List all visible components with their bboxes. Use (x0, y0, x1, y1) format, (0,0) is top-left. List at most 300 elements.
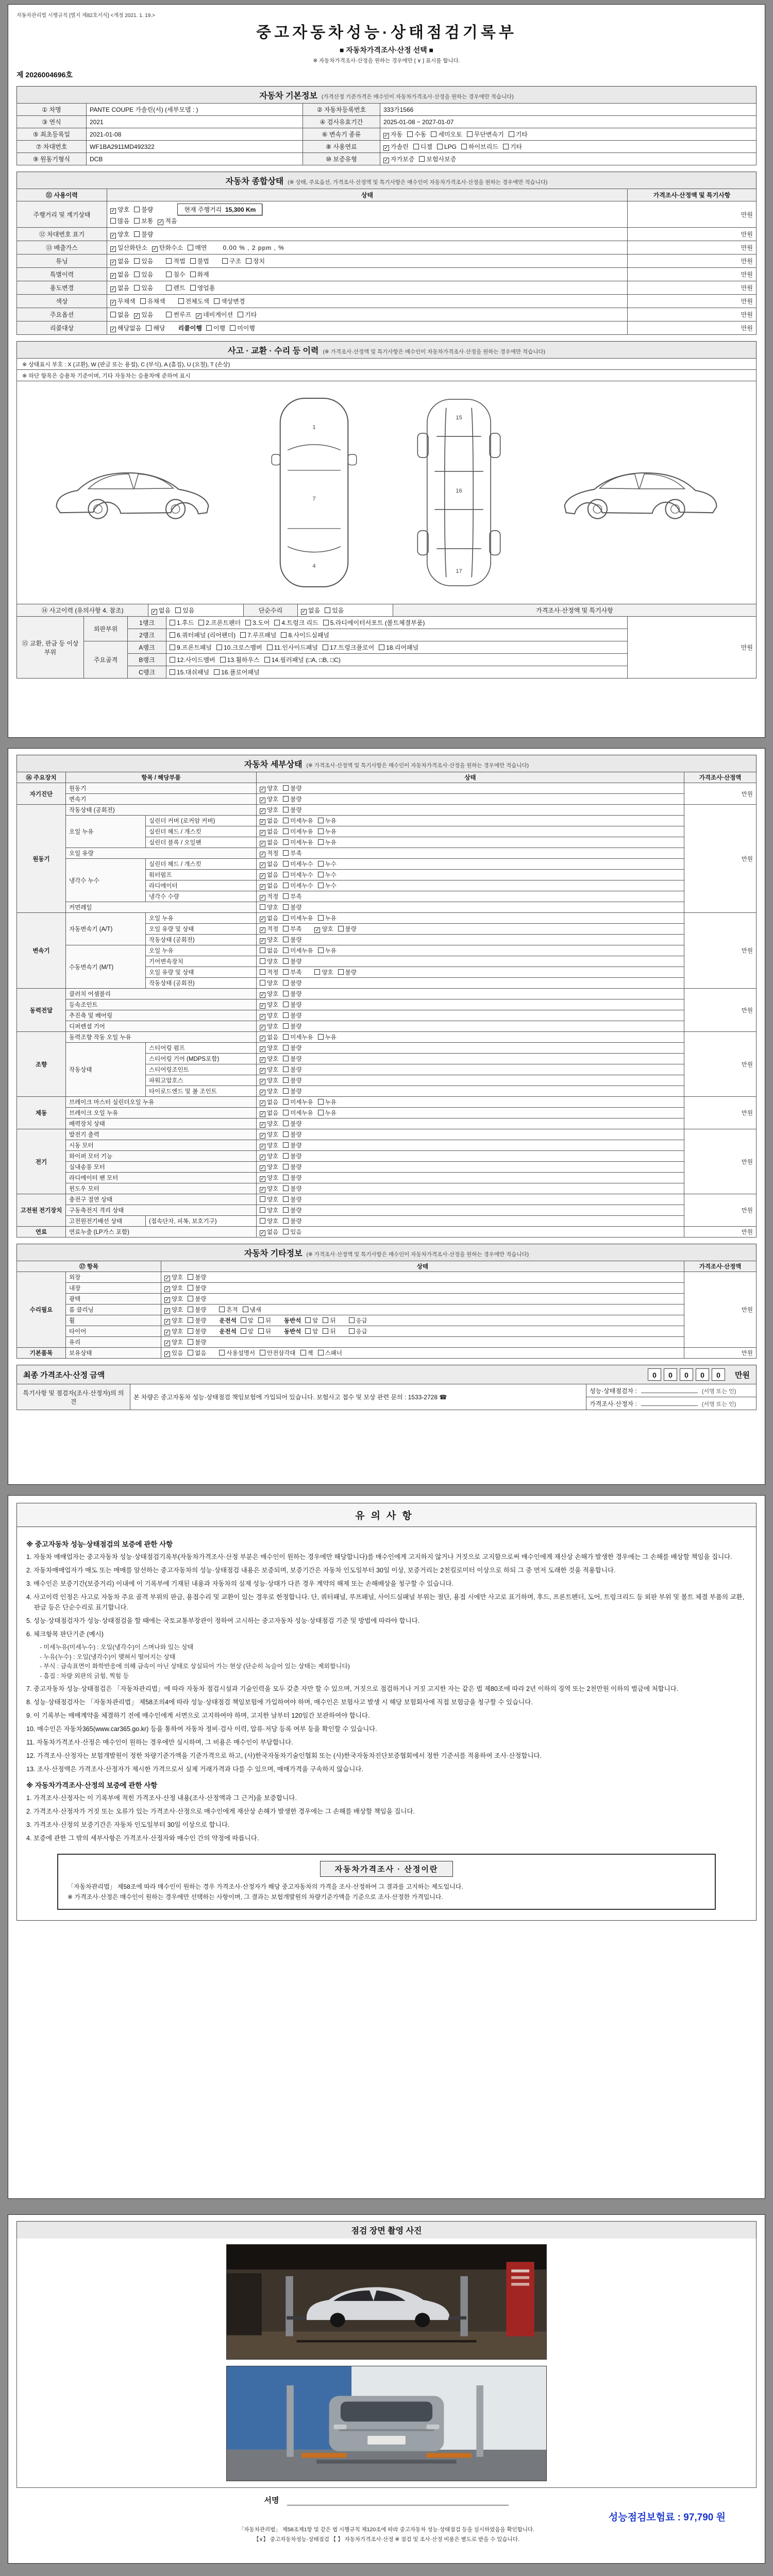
checkbox-14.필러패널 (□A, □B, □C)[interactable]: 14.필러패널 (□A, □B, □C) (264, 655, 341, 664)
checkbox-있음[interactable]: 있음 (175, 606, 194, 615)
check-state (257, 1173, 684, 1183)
checkbox-없음[interactable]: ✓ 없음 (260, 840, 279, 846)
checkbox-16.플로어패널[interactable]: 16.플로어패널 (214, 668, 260, 676)
checkbox-양호[interactable]: ✓ 양호 (260, 1013, 279, 1020)
checkbox-있음[interactable]: 있음 (134, 270, 153, 279)
checkbox-무채색[interactable]: ✓ 무채색 (111, 298, 136, 306)
checkbox-누유[interactable]: 누유 (318, 838, 337, 846)
checkbox-불량[interactable]: 불량 (283, 1022, 301, 1030)
checkbox-침수[interactable]: 침수 (166, 270, 185, 279)
check-state (257, 1162, 684, 1173)
checkbox-있음[interactable]: 있음 (134, 257, 153, 265)
checkbox-box-icon (338, 926, 344, 931)
checkbox-가솔린[interactable]: ✓ 가솔린 (384, 143, 409, 151)
checkbox-냄새[interactable]: 냄새 (243, 1306, 261, 1314)
checkbox-box-icon (283, 807, 289, 812)
checkbox-누유[interactable]: 누유 (318, 946, 337, 955)
checkbox-box-icon (283, 904, 289, 910)
checkbox-box-icon (222, 258, 228, 264)
checkbox-없음[interactable]: ✓ 없음 (111, 258, 130, 265)
checkbox-전체도색[interactable]: 전체도색 (178, 297, 209, 306)
checkbox-화재[interactable]: 화재 (190, 270, 209, 279)
checkbox-9.프론트패널[interactable]: 9.프론트패널 (170, 643, 212, 652)
checkbox-없음[interactable]: ✓ 없음 (260, 829, 279, 836)
device-group-label: 전기 (17, 1129, 66, 1194)
checkbox-있음[interactable]: 있음 (325, 606, 344, 615)
checkbox-기타[interactable]: 기타 (509, 130, 528, 139)
checkbox-미세누유[interactable]: 미세누유 (283, 946, 313, 955)
field-label: ⑨ 원동기형식 (17, 153, 87, 165)
checkbox-없음[interactable]: 없음 (110, 310, 129, 319)
checkbox-부족[interactable]: 부족 (283, 892, 301, 901)
checkbox-없음[interactable]: ✓ 없음 (260, 1229, 279, 1236)
checkbox-없음[interactable]: ✓ 없음 (111, 271, 130, 279)
checkbox-누수[interactable]: 누수 (318, 871, 337, 879)
checkbox-양호[interactable]: ✓ 양호 (165, 1340, 183, 1346)
checkbox-적음[interactable]: ✓ 적음 (158, 217, 177, 225)
checkbox-불량[interactable]: 불량 (188, 1273, 206, 1281)
checkbox-없음[interactable]: ✓ 없음 (152, 607, 171, 615)
checkbox-양호[interactable]: ✓ 양호 (260, 1175, 279, 1182)
pricing-definition-title: 자동차가격조사 · 산정이란 (320, 1861, 453, 1877)
checkbox-box-icon (243, 1307, 248, 1312)
checkbox-없음[interactable]: 없음 (260, 946, 278, 955)
checkbox-보통[interactable]: 보통 (134, 216, 153, 225)
checkbox-렌트[interactable]: 렌트 (166, 283, 185, 292)
checkbox-앞[interactable]: 앞 (241, 1327, 254, 1335)
checkbox-양호[interactable]: ✓ 양호 (260, 1154, 279, 1160)
checkbox-불량[interactable]: 불량 (283, 1163, 301, 1171)
checkbox-불량[interactable]: 불량 (283, 1044, 301, 1052)
checkbox-없음[interactable]: ✓ 없음 (260, 872, 279, 879)
checkbox-box-icon: ✓ (135, 313, 139, 319)
checkbox-불량[interactable]: 불량 (283, 1152, 301, 1160)
checkbox-미세누유[interactable]: 미세누유 (283, 838, 313, 846)
check-state (257, 1010, 684, 1021)
check-subitem: 오일 누유 (146, 913, 257, 924)
checkbox-4.트렁크 리드[interactable]: 4.트렁크 리드 (274, 618, 318, 627)
checkbox-부족[interactable]: 부족 (283, 925, 301, 933)
checkbox-있음[interactable]: ✓ 있음 (165, 1350, 183, 1357)
checkbox-잭[interactable]: 잭 (300, 1349, 313, 1357)
form-reference: 자동차관리법 시행규칙 [별지 제82호서식] <개정 2021. 1. 19.> (16, 13, 155, 19)
checkbox-3.도어[interactable]: 3.도어 (245, 618, 270, 627)
check-item: 오일 유량 (66, 848, 257, 859)
checkbox-양호[interactable]: 양호 (260, 1195, 278, 1204)
checkbox-없음[interactable]: ✓ 없음 (260, 1099, 279, 1106)
checkbox-box-icon (140, 298, 146, 304)
check-subitem: 오일 유량 및 상태 (146, 967, 257, 978)
checkbox-불량[interactable]: 불량 (283, 979, 301, 987)
pricing-definition-lines (68, 1882, 705, 1903)
checkbox-양호[interactable]: ✓ 양호 (260, 1078, 279, 1084)
checkbox-구조[interactable]: 구조 (222, 257, 241, 265)
inspector-sign-cell: 성능·상태점검자 : (서명 또는 인) (586, 1384, 757, 1397)
check-subitem: 실린더 커버 (로커암 커버) (146, 816, 257, 826)
checkbox-자가보증[interactable]: ✓ 자가보증 (384, 156, 415, 163)
footer-line-2: 【∨】 중고자동차성능·상태점검 【 】 자동차가격조사·산정 ※ 점검 및 조사·산정 비용은 별도로 받을 수 있습니다. (254, 2536, 519, 2543)
usage-item-label: 특별이력 (17, 268, 107, 281)
checkbox-불량[interactable]: 불량 (188, 1306, 206, 1314)
checkbox-box-icon (166, 272, 172, 277)
rank-label: B랭크 (128, 654, 166, 666)
checkbox-있음[interactable]: ✓ 있음 (135, 311, 154, 319)
checkbox-불량[interactable]: 불량 (283, 1195, 301, 1204)
usage-item-state (107, 308, 628, 321)
checkbox-양호[interactable]: ✓ 양호 (260, 1045, 279, 1052)
checkbox-양호[interactable]: ✓ 양호 (260, 1164, 279, 1171)
check-state (257, 1021, 684, 1032)
checkbox-기타[interactable]: 기타 (503, 142, 522, 151)
checkbox-미세누수[interactable]: 미세누수 (283, 882, 313, 890)
checkbox-불량[interactable]: 불량 (338, 925, 357, 933)
checkbox-양호[interactable]: ✓ 양호 (165, 1275, 183, 1281)
field-value: 2021-01-08 (87, 128, 303, 141)
checkbox-양호[interactable]: ✓ 양호 (260, 1143, 279, 1149)
checkbox-미이행[interactable]: 미이행 (230, 324, 255, 332)
checkbox-양호[interactable]: ✓ 양호 (260, 937, 279, 944)
checkbox-box-icon (283, 1088, 289, 1094)
checkbox-미세누유[interactable]: 미세누유 (283, 1098, 313, 1106)
checkbox-없음[interactable]: ✓ 없음 (260, 861, 279, 868)
checkbox-12.사이드멤버[interactable]: 12.사이드멤버 (170, 655, 215, 664)
checkbox-일산화탄소[interactable]: ✓ 일산화탄소 (111, 244, 147, 252)
exchange-repair-table (16, 616, 757, 679)
checkbox-box-icon (214, 669, 220, 675)
checkbox-디젤[interactable]: 디젤 (413, 142, 432, 151)
checkbox-수동[interactable]: 수동 (407, 130, 426, 139)
checkbox-유채색[interactable]: 유채색 (140, 297, 165, 306)
price-cell: 만원 (684, 783, 757, 805)
checkbox-box-icon (188, 1307, 193, 1312)
checkbox-불량[interactable]: 불량 (283, 784, 301, 792)
checkbox-LPG[interactable]: LPG (437, 143, 457, 150)
checkbox-양호[interactable]: ✓ 양호 (260, 1186, 279, 1193)
checkbox-매연[interactable]: 매연 (188, 243, 207, 252)
checkbox-box-icon (349, 1317, 355, 1323)
check-item: 작동상태 (66, 1043, 146, 1097)
checkbox-많음[interactable]: 많음 (110, 216, 129, 225)
checkbox-썬루프[interactable]: 썬루프 (166, 310, 191, 319)
checkbox-6.쿼터패널 (리어펜더)[interactable]: 6.쿼터패널 (리어펜더) (170, 631, 236, 639)
checkbox-불량[interactable]: 불량 (283, 795, 301, 803)
checkbox-앞[interactable]: 앞 (305, 1316, 318, 1325)
checkbox-양호[interactable]: ✓ 양호 (260, 1121, 279, 1128)
checkbox-없음[interactable]: ✓ 없음 (111, 284, 130, 292)
checkbox-불량[interactable]: 불량 (283, 990, 301, 998)
checkbox-불량[interactable]: 불량 (283, 1217, 301, 1225)
checkbox-미세누수[interactable]: 미세누수 (283, 860, 313, 868)
checkbox-양호[interactable]: 양호 (260, 903, 278, 911)
checkbox-적정[interactable]: ✓ 적정 (260, 926, 279, 933)
checkbox-box-icon: ✓ (260, 1155, 265, 1160)
checkbox-뒤[interactable]: 뒤 (258, 1327, 271, 1335)
checkbox-box-icon (283, 958, 289, 964)
checkbox-불량[interactable]: 불량 (283, 1065, 301, 1074)
check-state (257, 805, 684, 816)
checkbox-불량[interactable]: 불량 (188, 1327, 206, 1335)
checkbox-해당[interactable]: 해당 (146, 324, 165, 332)
checkbox-box-icon (437, 144, 443, 149)
checkbox-없음[interactable]: ✓ 없음 (260, 1035, 279, 1041)
checkbox-없음[interactable]: 없음 (188, 1349, 206, 1357)
checkbox-탄화수소[interactable]: ✓ 탄화수소 (153, 244, 183, 252)
checkbox-양호[interactable]: ✓ 양호 (111, 206, 130, 214)
checkbox-box-icon (283, 1002, 289, 1007)
checkbox-1.후드[interactable]: 1.후드 (170, 618, 194, 627)
checkbox-없음[interactable]: ✓ 없음 (260, 883, 279, 890)
checkbox-부족[interactable]: 부족 (283, 849, 301, 857)
checkbox-뒤[interactable]: 뒤 (323, 1316, 335, 1325)
checkbox-box-icon (245, 620, 251, 625)
check-subitem: 스티어링 기어 (MDPS포함) (146, 1054, 257, 1064)
price-cell: 만원 (684, 1097, 757, 1129)
checkbox-불량[interactable]: 불량 (283, 1174, 301, 1182)
check-item: 내장 (66, 1283, 161, 1294)
checkbox-누유[interactable]: 누유 (318, 1109, 337, 1117)
car-side-view-right-icon (556, 456, 726, 529)
checkbox-box-icon (134, 207, 140, 212)
select-note: ※ 자동차가격조사·산정을 원하는 경우에만 [ ∨ ] 표시를 합니다. (313, 58, 460, 64)
checkbox-2.프론트펜더[interactable]: 2.프론트펜더 (198, 618, 241, 627)
checkbox-box-icon (325, 607, 330, 613)
checkbox-box-icon: ✓ (260, 1144, 265, 1149)
check-state (257, 870, 684, 880)
checkbox-누유[interactable]: 누유 (318, 1098, 337, 1106)
checkbox-적법[interactable]: 적법 (166, 257, 185, 265)
check-state (257, 924, 684, 935)
checkbox-box-icon (134, 231, 140, 237)
checkbox-네비게이션[interactable]: ✓ 네비게이션 (196, 311, 233, 319)
check-subitem: 라디에이터 (146, 880, 257, 891)
checkbox-적정[interactable]: ✓ 적정 (260, 894, 279, 901)
checkbox-양호[interactable]: ✓ 양호 (260, 1132, 279, 1139)
checkbox-응급[interactable]: 응급 (349, 1316, 367, 1325)
checkbox-15.대쉬패널[interactable]: 15.대쉬패널 (170, 668, 209, 676)
checkbox-17.트렁크플로어[interactable]: 17.트렁크플로어 (323, 643, 374, 652)
checkbox-box-icon (146, 325, 152, 331)
check-item: 구동축전지 격리 상태 (66, 1205, 257, 1216)
field-value (380, 153, 757, 165)
final-amount-unit: 만원 (735, 1370, 750, 1380)
checkbox-기타[interactable]: 기타 (238, 310, 257, 319)
checkbox-양호[interactable]: ✓ 양호 (165, 1296, 183, 1303)
checkbox-box-icon (318, 861, 324, 867)
checkbox-양호[interactable]: ✓ 양호 (260, 796, 279, 803)
checkbox-양호[interactable]: ✓ 양호 (260, 1056, 279, 1063)
checkbox-세미오토[interactable]: 세미오토 (431, 130, 462, 139)
checkbox-11.인사이드패널[interactable]: 11.인사이드패널 (267, 643, 318, 652)
checkbox-양호[interactable]: ✓ 양호 (260, 807, 279, 814)
checkbox-불량[interactable]: 불량 (188, 1316, 206, 1325)
checkbox-부족[interactable]: 부족 (283, 968, 301, 976)
checkbox-양호[interactable]: ✓ 양호 (260, 991, 279, 998)
checkbox-장치[interactable]: 장치 (246, 257, 265, 265)
checkbox-box-icon (283, 1196, 289, 1202)
checkbox-box-icon (283, 785, 289, 791)
checkbox-box-icon: ✓ (384, 145, 389, 151)
checkbox-13.휠하우스[interactable]: 13.휠하우스 (220, 655, 260, 664)
usage-item-label: ⑬ 배출가스 (17, 241, 107, 255)
checkbox-불량[interactable]: 불량 (283, 1055, 301, 1063)
checkbox-box-icon (431, 131, 436, 137)
checkbox-양호[interactable]: ✓ 양호 (260, 1002, 279, 1009)
notices-body-box (16, 1527, 757, 1921)
check-item: 타이어 (66, 1326, 161, 1337)
checkbox-누유[interactable]: 누유 (318, 914, 337, 922)
checkbox-양호[interactable]: ✓ 양호 (260, 1024, 279, 1030)
checkbox-보험사보증[interactable]: 보험사보증 (419, 155, 456, 163)
checkbox-box-icon (318, 818, 324, 823)
checkbox-box-icon (220, 657, 226, 663)
checkbox-불량[interactable]: 불량 (283, 1184, 301, 1193)
final-amount-bar (16, 1365, 757, 1384)
checkbox-색상변경[interactable]: 색상변경 (214, 297, 245, 306)
checkbox-미세누수[interactable]: 미세누수 (283, 871, 313, 879)
checkbox-없음[interactable]: ✓ 없음 (260, 818, 279, 825)
document-title: 중고자동차성능·상태점검기록부 (256, 24, 517, 41)
checkbox-누수[interactable]: 누수 (318, 860, 337, 868)
checkbox-미세누유[interactable]: 미세누유 (283, 1033, 313, 1041)
checkbox-불량[interactable]: 불량 (283, 903, 301, 911)
checkbox-누유[interactable]: 누유 (318, 817, 337, 825)
checkbox-18.리어패널[interactable]: 18.리어패널 (379, 643, 418, 652)
checkbox-안전삼각대[interactable]: 안전삼각대 (260, 1349, 296, 1357)
checkbox-불량[interactable]: 불량 (283, 1206, 301, 1214)
checkbox-누수[interactable]: 누수 (318, 882, 337, 890)
checkbox-누유[interactable]: 누유 (318, 1033, 337, 1041)
checkbox-양호[interactable]: ✓ 양호 (165, 1307, 183, 1314)
checkbox-없음[interactable]: ✓ 없음 (260, 916, 279, 922)
checkbox-양호[interactable]: ✓ 양호 (260, 1089, 279, 1095)
checkbox-누유[interactable]: 누유 (318, 827, 337, 836)
usage-item-label: 튜닝 (17, 255, 107, 268)
checkbox-양호[interactable]: ✓ 양호 (260, 1067, 279, 1074)
check-state (257, 1075, 684, 1086)
checkbox-box-icon (318, 915, 324, 921)
check-state (257, 1118, 684, 1129)
document-subtitle: ■ 자동차가격조사·산정 선택 ■ (339, 46, 433, 54)
checkbox-양호[interactable]: 양호 (260, 957, 278, 965)
checkbox-불량[interactable]: 불량 (283, 936, 301, 944)
checkbox-흔적[interactable]: 흔적 (219, 1306, 238, 1314)
exchange-label: ⑮ 교환, 판금 등 이상 부위 (17, 617, 84, 679)
checkbox-box-icon: ✓ (260, 1176, 265, 1182)
overall-state-table: ⑪ 사용이력 상태 가격조사·산정액 및 특기사항 주행거리 및 계기상태 ✓ 양호 불량 현재 주행거리 15,300 Km 많음 보통 ✓ 적음 만원 ⑫ 차대번호 표기 ✓ 양호 불량 만원 ⑬ 배출가스 ✓ 일산화탄소 ✓ 탄화수소 매연 0.00 % , 2 ppm , % 만원 튜닝 ✓ 없음 있음 적법 불법 구조 장치 만원 특별이력 ✓ 없음 있음 침수 화재 만원 용도변경 ✓ 없음 있음 렌트 영업용 만원 색상 ✓ 무채색 유채색 전체도색 색상변경 만원 주요옵션 없음 ✓ 있음 썬루프 ✓ 네비게이션 기타 만원 리콜대상 ✓ 해당없음 해당 리콜이행 이행 미이행 만원 (16, 189, 757, 335)
checkbox-영업용[interactable]: 영업용 (190, 283, 215, 292)
checkbox-box-icon: ✓ (260, 1100, 265, 1106)
panel-items (166, 654, 628, 666)
checkbox-양호[interactable]: ✓ 양호 (165, 1285, 183, 1292)
check-item: 라디에이터 팬 모터 (66, 1173, 257, 1183)
checkbox-뒤[interactable]: 뒤 (323, 1327, 335, 1335)
checkbox-box-icon (214, 298, 220, 304)
field-value (380, 141, 757, 153)
checkbox-불량[interactable]: 불량 (188, 1338, 206, 1346)
notice-item: 2. 자동차매매업자가 매도 또는 매매를 알선하는 중고자동차의 성능·상태점검 내용은 보증되며, 보증기간은 자동차 인도일부터 30일 이상, 보증거리는 2천킬로미터 이상으로 하되 그 중 먼저 도래한 것을 적용합니다. (26, 1567, 616, 1574)
checkbox-앞[interactable]: 앞 (305, 1327, 318, 1335)
checkbox-8.사이드실패널[interactable]: 8.사이드실패널 (281, 631, 329, 639)
checkbox-box-icon (283, 1229, 289, 1234)
checkbox-양호[interactable]: 양호 (260, 1217, 278, 1225)
checkbox-불법[interactable]: 불법 (190, 257, 209, 265)
checkbox-뒤[interactable]: 뒤 (258, 1316, 271, 1325)
checkbox-불량[interactable]: 불량 (283, 1011, 301, 1020)
checkbox-7.루프패널[interactable]: 7.루프패널 (240, 631, 276, 639)
checkbox-불량[interactable]: 불량 (188, 1295, 206, 1303)
checkbox-없음[interactable]: ✓ 없음 (301, 607, 321, 615)
checkbox-10.크로스멤버[interactable]: 10.크로스멤버 (216, 643, 262, 652)
checkbox-불량[interactable]: 불량 (188, 1284, 206, 1292)
checkbox-불량[interactable]: 불량 (134, 230, 153, 239)
checkbox-적정[interactable]: 적정 (260, 968, 278, 976)
amount-digit: 0 (696, 1368, 709, 1381)
checkbox-무단변속기[interactable]: 무단변속기 (467, 130, 504, 139)
checkbox-불량[interactable]: 불량 (283, 806, 301, 814)
checkbox-양호[interactable]: ✓ 양호 (165, 1329, 183, 1335)
check-state (257, 1108, 684, 1118)
checkbox-box-icon (318, 872, 324, 877)
checkbox-불량[interactable]: 불량 (283, 1141, 301, 1149)
checkbox-양호[interactable]: ✓ 양호 (260, 786, 279, 792)
checkbox-해당없음[interactable]: ✓ 해당없음 (111, 325, 142, 332)
checkbox-불량[interactable]: 불량 (338, 968, 357, 976)
checkbox-없음[interactable]: ✓ 없음 (260, 1110, 279, 1117)
checkbox-box-icon (283, 1034, 289, 1040)
checkbox-불량[interactable]: 불량 (283, 1130, 301, 1139)
checkbox-box-icon (283, 937, 289, 942)
checkbox-불량[interactable]: 불량 (283, 1120, 301, 1128)
checkbox-자동[interactable]: ✓ 자동 (384, 131, 403, 139)
notice-subitem: - 흠집 : 차량 외판의 긁힘, 찍힘 등 (40, 1672, 129, 1680)
checkbox-미세누유[interactable]: 미세누유 (283, 827, 313, 836)
checkbox-box-icon: ✓ (260, 1014, 265, 1020)
checkbox-불량[interactable]: 불량 (283, 957, 301, 965)
checkbox-양호[interactable]: 양호 (314, 968, 333, 976)
checkbox-양호[interactable]: 양호 (260, 1206, 278, 1214)
checkbox-양호[interactable]: ✓ 양호 (111, 231, 130, 239)
checkbox-스패너[interactable]: 스패너 (318, 1349, 342, 1357)
checkbox-불량[interactable]: 불량 (283, 1076, 301, 1084)
field-value: WF1BA2911MD492322 (87, 141, 303, 153)
checkbox-미세누유[interactable]: 미세누유 (283, 914, 313, 922)
checkbox-양호[interactable]: 양호 (260, 979, 278, 987)
checkbox-있음[interactable]: 있음 (134, 283, 153, 292)
checkbox-앞[interactable]: 앞 (241, 1316, 254, 1325)
checkbox-불량[interactable]: 불량 (283, 1087, 301, 1095)
check-state (257, 935, 684, 945)
checkbox-적정[interactable]: ✓ 적정 (260, 851, 279, 857)
checkbox-양호[interactable]: ✓ 양호 (165, 1318, 183, 1325)
checkbox-5.라디에이터서포트 (볼트체결부품)[interactable]: 5.라디에이터서포트 (볼트체결부품) (323, 618, 425, 627)
checkbox-응급[interactable]: 응급 (349, 1327, 367, 1335)
checkbox-box-icon (190, 258, 196, 264)
checkbox-box-icon (283, 1066, 289, 1072)
checkbox-불량[interactable]: 불량 (134, 205, 153, 214)
checkbox-있음[interactable]: 있음 (283, 1228, 301, 1236)
checkbox-box-icon (318, 1350, 324, 1355)
checkbox-양호[interactable]: ✓ 양호 (315, 926, 333, 933)
checkbox-box-icon (323, 645, 328, 650)
checkbox-불량[interactable]: 불량 (283, 1001, 301, 1009)
checkbox-미세누유[interactable]: 미세누유 (283, 817, 313, 825)
checkbox-사용설명서[interactable]: 사용설명서 (219, 1349, 255, 1357)
checkbox-이행[interactable]: 이행 (206, 324, 225, 332)
price-cell: 만원 (684, 805, 757, 913)
checkbox-하이브리드[interactable]: 하이브리드 (461, 142, 498, 151)
checkbox-box-icon (305, 1328, 311, 1334)
checkbox-미세누유[interactable]: 미세누유 (283, 1109, 313, 1117)
